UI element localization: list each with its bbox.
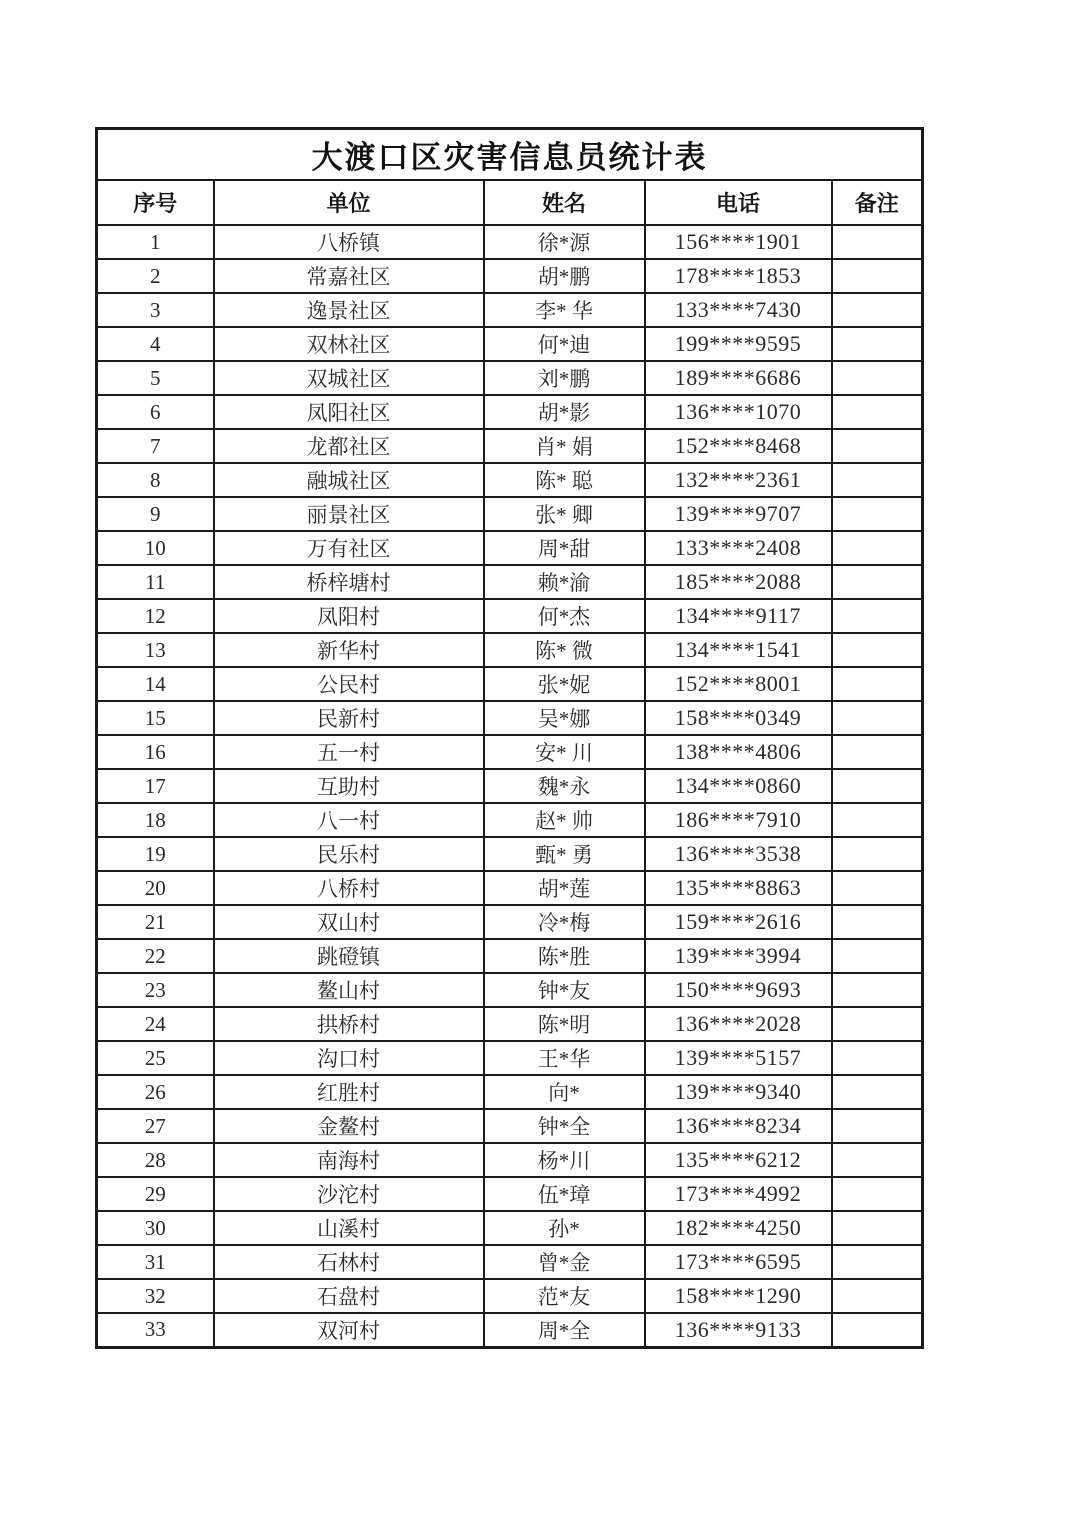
row-number-cell: 30 xyxy=(97,1211,214,1245)
name-cell: 赵* 帅 xyxy=(484,803,645,837)
row-number-cell: 22 xyxy=(97,939,214,973)
phone-cell: 199****9595 xyxy=(645,327,832,361)
remark-cell xyxy=(832,531,923,565)
phone-cell: 173****4992 xyxy=(645,1177,832,1211)
phone-cell: 135****8863 xyxy=(645,871,832,905)
row-number-cell: 28 xyxy=(97,1143,214,1177)
name-cell: 冷*梅 xyxy=(484,905,645,939)
name-cell: 杨*川 xyxy=(484,1143,645,1177)
table-row xyxy=(97,531,923,565)
phone-cell: 158****0349 xyxy=(645,701,832,735)
name-cell: 钟*友 xyxy=(484,973,645,1007)
table-row xyxy=(97,973,923,1007)
remark-cell xyxy=(832,973,923,1007)
row-number-cell: 24 xyxy=(97,1007,214,1041)
unit-cell: 鳌山村 xyxy=(214,973,484,1007)
remark-cell xyxy=(832,667,923,701)
unit-cell: 双河村 xyxy=(214,1313,484,1347)
table-row xyxy=(97,837,923,871)
table-row xyxy=(97,497,923,531)
unit-cell: 双城社区 xyxy=(214,361,484,395)
phone-cell: 139****5157 xyxy=(645,1041,832,1075)
phone-cell: 134****0860 xyxy=(645,769,832,803)
remark-cell xyxy=(832,871,923,905)
phone-cell: 139****9707 xyxy=(645,497,832,531)
unit-cell: 民新村 xyxy=(214,701,484,735)
row-number-cell: 29 xyxy=(97,1177,214,1211)
row-number-cell: 4 xyxy=(97,327,214,361)
title-row xyxy=(97,129,923,181)
table-row xyxy=(97,803,923,837)
table-row xyxy=(97,225,923,259)
row-number-cell: 20 xyxy=(97,871,214,905)
remark-cell xyxy=(832,1177,923,1211)
name-cell: 周*甜 xyxy=(484,531,645,565)
phone-cell: 134****9117 xyxy=(645,599,832,633)
remark-cell xyxy=(832,1245,923,1279)
row-number-cell: 25 xyxy=(97,1041,214,1075)
remark-cell xyxy=(832,939,923,973)
unit-cell: 新华村 xyxy=(214,633,484,667)
table-row xyxy=(97,633,923,667)
phone-cell: 159****2616 xyxy=(645,905,832,939)
name-cell: 赖*渝 xyxy=(484,565,645,599)
row-number-cell: 15 xyxy=(97,701,214,735)
phone-cell: 189****6686 xyxy=(645,361,832,395)
unit-cell: 石盘村 xyxy=(214,1279,484,1313)
unit-cell: 凤阳社区 xyxy=(214,395,484,429)
row-number-cell: 10 xyxy=(97,531,214,565)
name-cell: 张*妮 xyxy=(484,667,645,701)
phone-cell: 182****4250 xyxy=(645,1211,832,1245)
phone-cell: 138****4806 xyxy=(645,735,832,769)
name-cell: 王*华 xyxy=(484,1041,645,1075)
name-cell: 伍*璋 xyxy=(484,1177,645,1211)
name-cell: 何*迪 xyxy=(484,327,645,361)
remark-cell xyxy=(832,361,923,395)
table-row xyxy=(97,735,923,769)
name-cell: 胡*鹏 xyxy=(484,259,645,293)
phone-cell: 135****6212 xyxy=(645,1143,832,1177)
unit-cell: 金鳌村 xyxy=(214,1109,484,1143)
phone-cell: 173****6595 xyxy=(645,1245,832,1279)
unit-cell: 双山村 xyxy=(214,905,484,939)
col-header-name: 姓名 xyxy=(484,180,645,225)
name-cell: 刘*鹏 xyxy=(484,361,645,395)
remark-cell xyxy=(832,1007,923,1041)
phone-cell: 152****8001 xyxy=(645,667,832,701)
row-number-cell: 27 xyxy=(97,1109,214,1143)
name-cell: 周*全 xyxy=(484,1313,645,1347)
unit-cell: 桥梓塘村 xyxy=(214,565,484,599)
name-cell: 魏*永 xyxy=(484,769,645,803)
table-row xyxy=(97,667,923,701)
phone-cell: 150****9693 xyxy=(645,973,832,1007)
phone-cell: 136****1070 xyxy=(645,395,832,429)
row-number-cell: 21 xyxy=(97,905,214,939)
remark-cell xyxy=(832,1211,923,1245)
row-number-cell: 12 xyxy=(97,599,214,633)
remark-cell xyxy=(832,1041,923,1075)
remark-cell xyxy=(832,701,923,735)
row-number-cell: 3 xyxy=(97,293,214,327)
unit-cell: 跳磴镇 xyxy=(214,939,484,973)
name-cell: 范*友 xyxy=(484,1279,645,1313)
header-row xyxy=(97,180,923,225)
unit-cell: 融城社区 xyxy=(214,463,484,497)
col-header-remark: 备注 xyxy=(832,180,923,225)
name-cell: 陈* 微 xyxy=(484,633,645,667)
table-head xyxy=(97,129,923,226)
remark-cell xyxy=(832,1279,923,1313)
phone-cell: 136****3538 xyxy=(645,837,832,871)
name-cell: 甄* 勇 xyxy=(484,837,645,871)
page-title: 大渡口区灾害信息员统计表 xyxy=(97,129,923,181)
name-cell: 张* 卿 xyxy=(484,497,645,531)
unit-cell: 石林村 xyxy=(214,1245,484,1279)
name-cell: 向* xyxy=(484,1075,645,1109)
remark-cell xyxy=(832,599,923,633)
remark-cell xyxy=(832,463,923,497)
phone-cell: 139****3994 xyxy=(645,939,832,973)
row-number-cell: 8 xyxy=(97,463,214,497)
table-row xyxy=(97,1007,923,1041)
name-cell: 曾*金 xyxy=(484,1245,645,1279)
remark-cell xyxy=(832,565,923,599)
table-row xyxy=(97,1313,923,1347)
phone-cell: 156****1901 xyxy=(645,225,832,259)
table-row xyxy=(97,1109,923,1143)
unit-cell: 公民村 xyxy=(214,667,484,701)
phone-cell: 186****7910 xyxy=(645,803,832,837)
table-row xyxy=(97,939,923,973)
remark-cell xyxy=(832,395,923,429)
unit-cell: 红胜村 xyxy=(214,1075,484,1109)
row-number-cell: 18 xyxy=(97,803,214,837)
remark-cell xyxy=(832,225,923,259)
unit-cell: 山溪村 xyxy=(214,1211,484,1245)
row-number-cell: 6 xyxy=(97,395,214,429)
table-body xyxy=(97,225,923,1347)
unit-cell: 民乐村 xyxy=(214,837,484,871)
table-row xyxy=(97,293,923,327)
table-row xyxy=(97,395,923,429)
remark-cell xyxy=(832,905,923,939)
col-header-number: 序号 xyxy=(97,180,214,225)
row-number-cell: 13 xyxy=(97,633,214,667)
unit-cell: 五一村 xyxy=(214,735,484,769)
table-row xyxy=(97,565,923,599)
row-number-cell: 11 xyxy=(97,565,214,599)
table-row xyxy=(97,599,923,633)
name-cell: 安* 川 xyxy=(484,735,645,769)
table-row xyxy=(97,327,923,361)
remark-cell xyxy=(832,769,923,803)
phone-cell: 134****1541 xyxy=(645,633,832,667)
unit-cell: 常嘉社区 xyxy=(214,259,484,293)
table-row xyxy=(97,361,923,395)
table-row xyxy=(97,1245,923,1279)
row-number-cell: 16 xyxy=(97,735,214,769)
table-row xyxy=(97,1075,923,1109)
name-cell: 陈*胜 xyxy=(484,939,645,973)
remark-cell xyxy=(832,497,923,531)
table-row xyxy=(97,769,923,803)
unit-cell: 南海村 xyxy=(214,1143,484,1177)
name-cell: 何*杰 xyxy=(484,599,645,633)
row-number-cell: 5 xyxy=(97,361,214,395)
row-number-cell: 32 xyxy=(97,1279,214,1313)
unit-cell: 凤阳村 xyxy=(214,599,484,633)
unit-cell: 丽景社区 xyxy=(214,497,484,531)
phone-cell: 136****9133 xyxy=(645,1313,832,1347)
col-header-unit: 单位 xyxy=(214,180,484,225)
phone-cell: 139****9340 xyxy=(645,1075,832,1109)
table-row xyxy=(97,905,923,939)
unit-cell: 拱桥村 xyxy=(214,1007,484,1041)
unit-cell: 八桥镇 xyxy=(214,225,484,259)
table-row xyxy=(97,1041,923,1075)
table-row xyxy=(97,701,923,735)
table-row xyxy=(97,1279,923,1313)
col-header-phone: 电话 xyxy=(645,180,832,225)
table-row xyxy=(97,463,923,497)
name-cell: 孙* xyxy=(484,1211,645,1245)
phone-cell: 133****7430 xyxy=(645,293,832,327)
unit-cell: 龙都社区 xyxy=(214,429,484,463)
row-number-cell: 31 xyxy=(97,1245,214,1279)
row-number-cell: 17 xyxy=(97,769,214,803)
row-number-cell: 19 xyxy=(97,837,214,871)
statistics-table xyxy=(95,127,924,1349)
table-row xyxy=(97,259,923,293)
phone-cell: 132****2361 xyxy=(645,463,832,497)
row-number-cell: 14 xyxy=(97,667,214,701)
phone-cell: 133****2408 xyxy=(645,531,832,565)
name-cell: 钟*全 xyxy=(484,1109,645,1143)
table-row xyxy=(97,1211,923,1245)
remark-cell xyxy=(832,633,923,667)
unit-cell: 沟口村 xyxy=(214,1041,484,1075)
table-row xyxy=(97,429,923,463)
name-cell: 陈* 聪 xyxy=(484,463,645,497)
phone-cell: 158****1290 xyxy=(645,1279,832,1313)
row-number-cell: 1 xyxy=(97,225,214,259)
phone-cell: 178****1853 xyxy=(645,259,832,293)
remark-cell xyxy=(832,1109,923,1143)
row-number-cell: 33 xyxy=(97,1313,214,1347)
table-row xyxy=(97,1177,923,1211)
name-cell: 陈*明 xyxy=(484,1007,645,1041)
remark-cell xyxy=(832,259,923,293)
unit-cell: 万有社区 xyxy=(214,531,484,565)
table-row xyxy=(97,871,923,905)
row-number-cell: 23 xyxy=(97,973,214,1007)
unit-cell: 沙沱村 xyxy=(214,1177,484,1211)
remark-cell xyxy=(832,803,923,837)
name-cell: 胡*莲 xyxy=(484,871,645,905)
phone-cell: 152****8468 xyxy=(645,429,832,463)
remark-cell xyxy=(832,429,923,463)
row-number-cell: 26 xyxy=(97,1075,214,1109)
name-cell: 胡*影 xyxy=(484,395,645,429)
phone-cell: 185****2088 xyxy=(645,565,832,599)
unit-cell: 逸景社区 xyxy=(214,293,484,327)
unit-cell: 互助村 xyxy=(214,769,484,803)
unit-cell: 八桥村 xyxy=(214,871,484,905)
row-number-cell: 2 xyxy=(97,259,214,293)
remark-cell xyxy=(832,1075,923,1109)
name-cell: 徐*源 xyxy=(484,225,645,259)
row-number-cell: 9 xyxy=(97,497,214,531)
name-cell: 吴*娜 xyxy=(484,701,645,735)
table-row xyxy=(97,1143,923,1177)
remark-cell xyxy=(832,293,923,327)
remark-cell xyxy=(832,1143,923,1177)
remark-cell xyxy=(832,327,923,361)
name-cell: 李* 华 xyxy=(484,293,645,327)
phone-cell: 136****2028 xyxy=(645,1007,832,1041)
row-number-cell: 7 xyxy=(97,429,214,463)
name-cell: 肖* 娟 xyxy=(484,429,645,463)
remark-cell xyxy=(832,837,923,871)
remark-cell xyxy=(832,735,923,769)
phone-cell: 136****8234 xyxy=(645,1109,832,1143)
unit-cell: 八一村 xyxy=(214,803,484,837)
remark-cell xyxy=(832,1313,923,1347)
unit-cell: 双林社区 xyxy=(214,327,484,361)
